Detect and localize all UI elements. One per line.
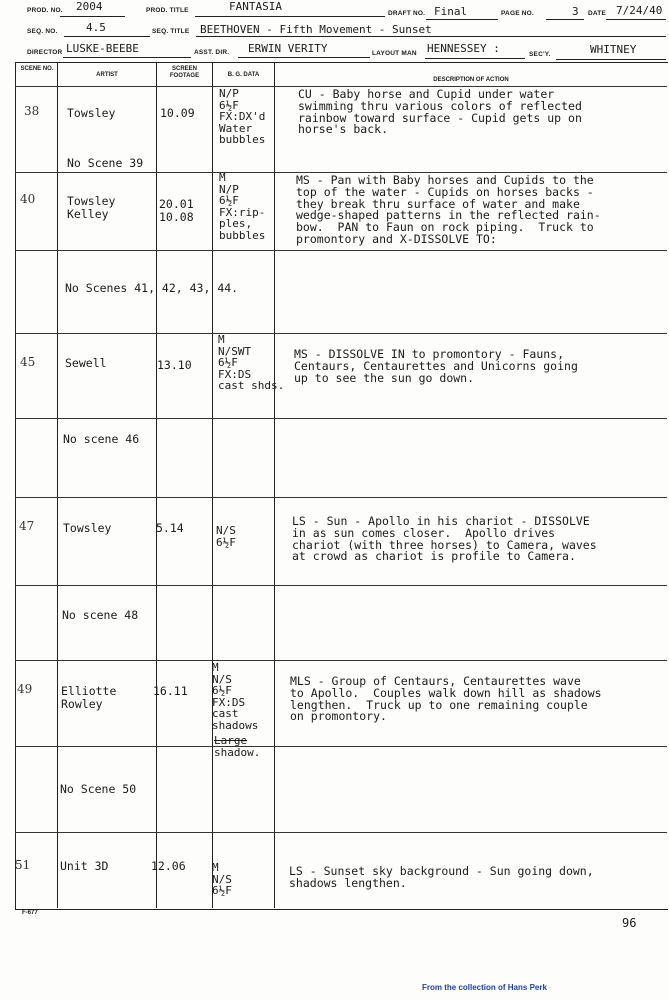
prod-no-value: 2004	[76, 0, 103, 13]
layout-man-value: HENNESSEY :	[427, 42, 500, 55]
screen-footage: 20.01 10.08	[159, 197, 194, 224]
asst-dir-value: ERWIN VERITY	[248, 42, 328, 55]
secy-label: SEC'Y.	[529, 51, 551, 58]
skipped-scene-note: No Scene 50	[60, 782, 137, 796]
prod-title-label: PROD. TITLE	[146, 7, 189, 14]
bg-data: M N/S 6½F FX:DS cast shadows	[212, 661, 259, 732]
col-header-artist: ARTIST	[96, 72, 118, 78]
collection-credit: From the collection of Hans Perk	[422, 983, 547, 992]
action-description: CU - Baby horse and Cupid under water swimming thru various colors of reflected rainbow toward surface - Cupid gets up on horse's back.	[298, 87, 582, 137]
scene-number: 38	[24, 104, 40, 118]
scene-number: 40	[20, 192, 36, 206]
screen-footage: 16.11	[153, 684, 188, 698]
page-no-label: PAGE NO.	[501, 10, 534, 17]
artist-name: Towsley	[67, 106, 116, 120]
action-description: LS - Sunset sky background - Sun going down, shadows lengthen.	[289, 864, 594, 890]
seq-no-value: 4.5	[86, 21, 106, 34]
director-label: DIRECTOR	[27, 49, 63, 56]
artist-name: Elliotte Rowley	[61, 684, 117, 711]
column-divider	[274, 62, 275, 908]
skipped-scene-note: No scene 48	[62, 608, 139, 622]
director-value: LUSKE-BEEBE	[66, 42, 139, 55]
bg-data: N/P 6½F FX:DX'd Water bubbles	[219, 87, 266, 146]
bg-data-struck: Large	[214, 734, 248, 747]
archive-page-number: 96	[622, 916, 637, 930]
skipped-scene-note: No Scenes 41, 42, 43, 44.	[65, 281, 239, 295]
bg-data: M N/S 6½F	[212, 861, 232, 897]
action-description: MLS - Group of Centaurs, Centaurettes wave to Apollo. Couples walk down hill as shadows lengthen. Truck up to one remaining couple on promontory.	[290, 674, 602, 724]
scene-number: 51	[15, 858, 31, 872]
screen-footage: 5.14	[156, 521, 184, 535]
page-no-value: 3	[572, 5, 579, 18]
column-divider	[57, 62, 58, 908]
screen-footage: 10.09	[160, 106, 195, 120]
skipped-scene-note: No scene 46	[63, 432, 140, 446]
bg-data: N/S 6½F	[216, 524, 236, 549]
screen-footage: 12.06	[151, 859, 186, 873]
seq-title-value: BEETHOVEN - Fifth Movement - Sunset	[200, 23, 432, 36]
action-description: MS - Pan with Baby horses and Cupids to the top of the water - Cupids on horses backs - they break thru surface of water and make wedge-shaped patterns in the reflected rain- bow. PAN to Faun on rock piping. Truck to promontory and X-DISSOLVE TO:	[296, 173, 601, 246]
scene-number: 45	[20, 355, 36, 369]
prod-no-label: PROD. NO.	[27, 7, 63, 14]
draft-no-value: Final	[434, 5, 468, 18]
bg-data-after: shadow.	[214, 746, 261, 759]
form-number: F-677	[22, 910, 38, 916]
artist-name: Towsley Kelley	[67, 194, 116, 221]
artist-name: Unit 3D	[60, 859, 109, 873]
date-label: DATE	[588, 10, 607, 17]
scene-number: 47	[19, 519, 35, 533]
scene-number: 49	[17, 682, 33, 696]
seq-no-label: SEQ. NO.	[27, 28, 58, 35]
artist-name: Sewell	[65, 356, 107, 370]
skipped-scene-note: No Scene 39	[67, 156, 144, 170]
column-divider	[156, 62, 157, 908]
col-header-footage: SCREEN FOOTAGE	[169, 66, 200, 79]
prod-title-value: FANTASIA	[229, 0, 282, 13]
action-description: LS - Sun - Apollo in his chariot - DISSOLVE in as sun comes closer. Apollo drives chariot (with three horses) to Camera, waves at crowd as chariot is profile to Camera.	[292, 514, 597, 564]
column-divider	[212, 62, 213, 908]
bg-data: M N/SWT 6½F FX:DS cast shds.	[218, 333, 285, 392]
action-description: MS - DISSOLVE IN to promontory - Fauns, Centaurs, Centaurettes and Unicorns going up to see the sun go down.	[294, 347, 578, 385]
col-header-description: DESCRIPTION OF ACTION	[433, 77, 509, 83]
col-header-bg-data: B. G. DATA	[227, 72, 260, 78]
draft-no-label: DRAFT NO.	[388, 10, 426, 17]
asst-dir-label: ASST. DIR.	[194, 49, 230, 56]
artist-name: Towsley	[63, 521, 112, 535]
secy-value: WHITNEY	[590, 43, 637, 56]
seq-title-label: SEQ. TITLE	[152, 28, 190, 35]
date-value: 7/24/40	[616, 4, 663, 17]
bg-data: M N/P 6½F FX:rip- ples, bubbles	[219, 171, 266, 242]
layout-man-label: LAYOUT MAN	[372, 50, 417, 57]
col-header-scene: SCENE NO.	[20, 66, 54, 72]
screen-footage: 13.10	[157, 358, 192, 372]
